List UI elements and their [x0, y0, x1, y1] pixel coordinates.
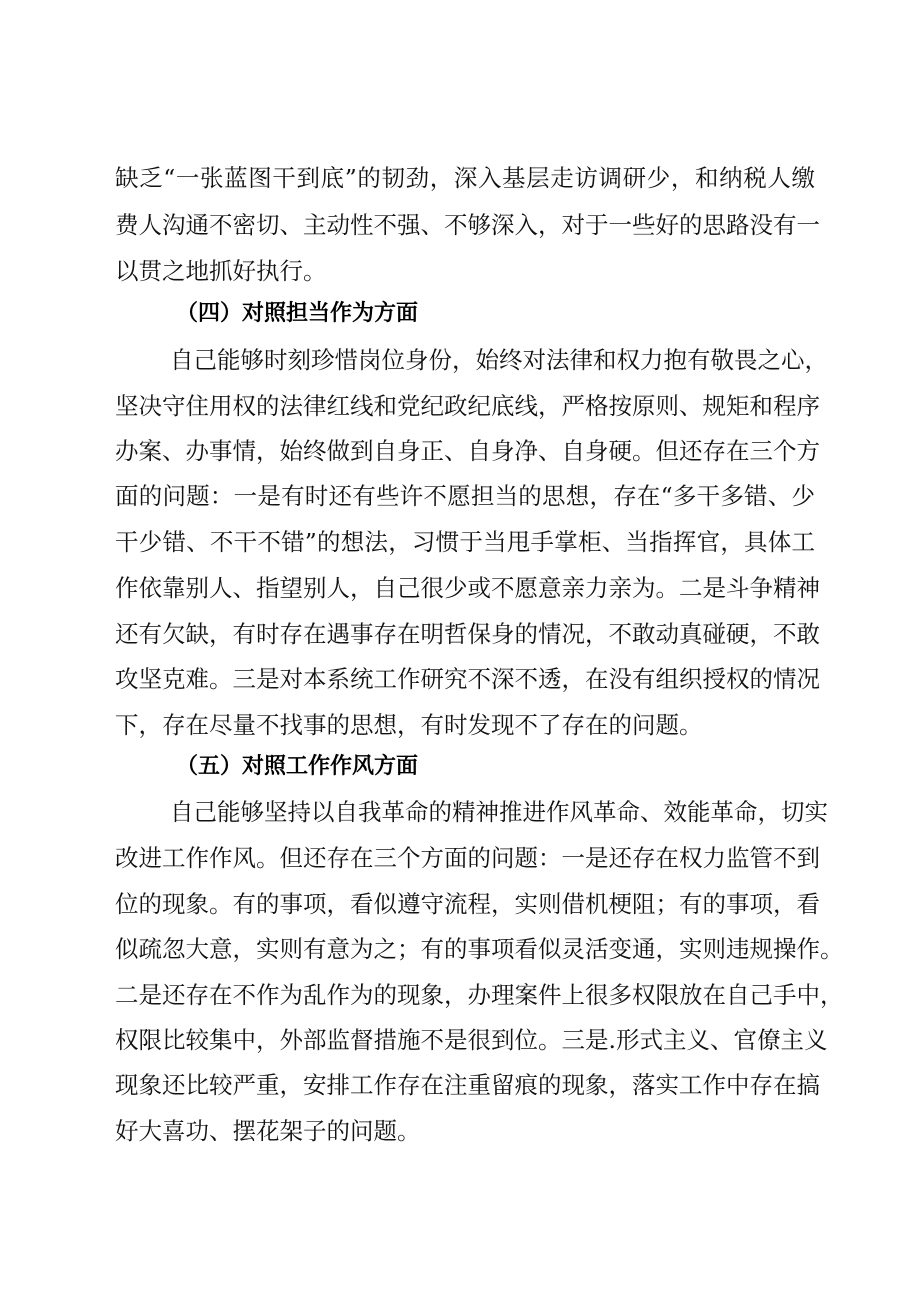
paragraph-line: 费人沟通不密切、主动性不强、不够深入，对于一些好的思路没有一 [115, 211, 820, 239]
paragraph-line: 自己能够时刻珍惜岗位身份，始终对法律和权力抱有敬畏之心， [170, 346, 828, 374]
paragraph-line: 位的现象。有的事项，看似遵守流程，实则借机梗阻；有的事项，看 [115, 890, 820, 918]
paragraph-line: 权限比较集中，外部监督措施不是很到位。三是.形式主义、官僚主义 [115, 1026, 828, 1054]
section-heading-5: （五）对照工作作风方面 [176, 754, 419, 779]
paragraph-line: 攻坚克难。三是对本系统工作研究不深不透，在没有组织授权的情况 [115, 665, 820, 693]
paragraph-line: 下，存在尽量不找事的思想，有时发现不了存在的问题。 [115, 711, 703, 739]
paragraph-line: 坚决守住用权的法律红线和党纪政纪底线，严格按原则、规矩和程序 [115, 392, 820, 420]
paragraph-line: 自己能够坚持以自我革命的精神推进作风革命、效能革命，切实 [170, 798, 828, 826]
paragraph-line: 以贯之地抓好执行。 [115, 257, 327, 285]
paragraph-line: 二是还存在不作为乱作为的现象，办理案件上很多权限放在自己手中， [115, 981, 844, 1009]
paragraph-line: 似疏忽大意，实则有意为之；有的事项看似灵活变通，实则违规操作。 [115, 935, 844, 963]
paragraph-line: 办案、办事情，始终做到自身正、自身净、自身硬。但还存在三个方 [115, 437, 820, 465]
paragraph-line: 改进工作作风。但还存在三个方面的问题：一是还存在权力监管不到 [115, 844, 820, 872]
paragraph-line: 干少错、不干不错”的想法，习惯于当甩手掌柜、当指挥官，具体工 [115, 528, 815, 556]
paragraph-line: 面的问题：一是有时还有些许不愿担当的思想，存在“多干多错、少 [115, 482, 815, 510]
paragraph-line: 好大喜功、摆花架子的问题。 [115, 1117, 421, 1145]
paragraph-line: 缺乏“一张蓝图干到底”的韧劲，深入基层走访调研少，和纳税人缴 [115, 164, 815, 192]
paragraph-line: 现象还比较严重，安排工作存在注重留痕的现象，落实工作中存在搞 [115, 1071, 820, 1099]
paragraph-line: 还有欠缺，有时存在遇事存在明哲保身的情况，不敢动真碰硬，不敢 [115, 620, 820, 648]
paragraph-line: 作依靠别人、指望别人，自己很少或不愿意亲力亲为。二是斗争精神 [115, 574, 820, 602]
section-heading-4: （四）对照担当作为方面 [176, 301, 419, 326]
